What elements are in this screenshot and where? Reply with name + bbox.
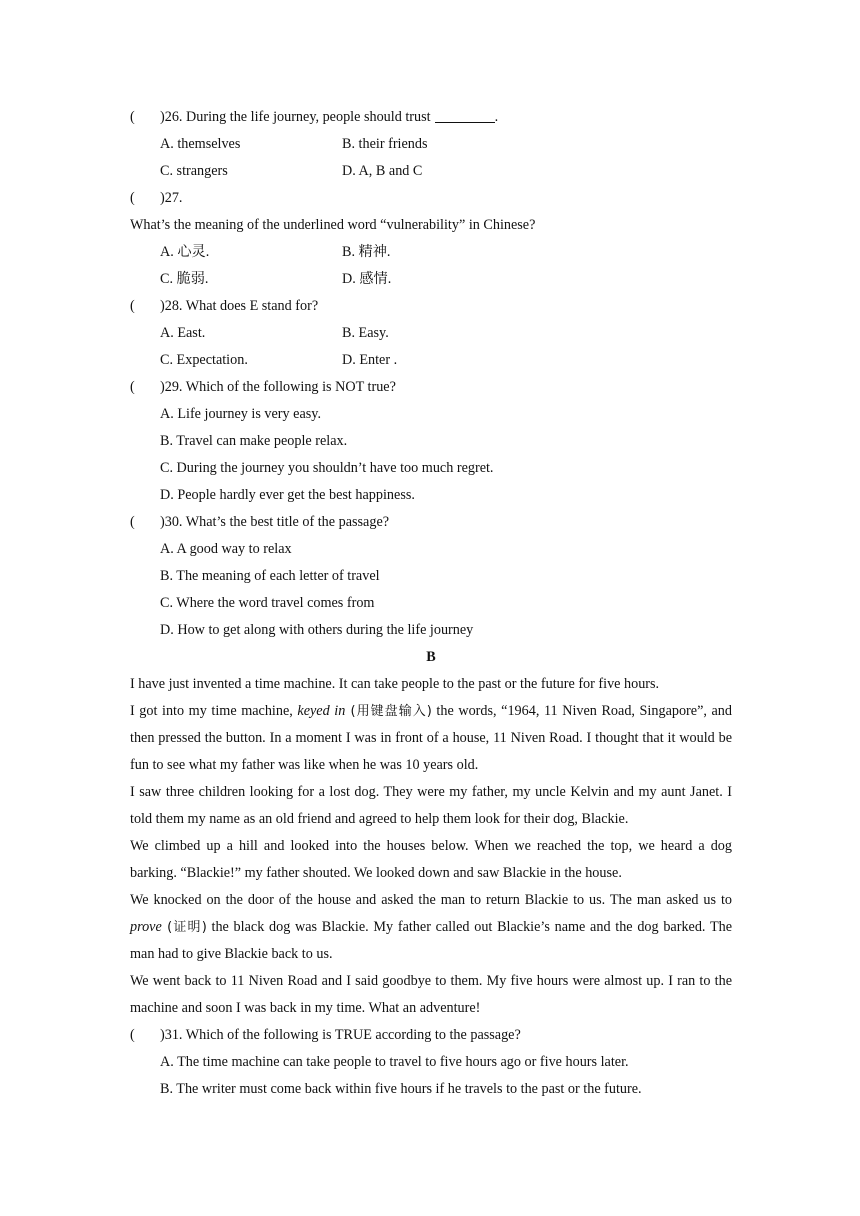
option-c: C. strangers bbox=[160, 163, 228, 179]
answer-paren: ( bbox=[130, 379, 135, 395]
answer-paren: ( bbox=[130, 190, 135, 206]
question-stem: )29. Which of the following is NOT true? bbox=[160, 379, 396, 395]
answer-paren: ( bbox=[130, 109, 135, 125]
option-c: C. During the journey you shouldn’t have too much regret. bbox=[160, 460, 494, 476]
passage-paragraph bbox=[130, 698, 732, 779]
question-31 bbox=[130, 1022, 732, 1049]
paragraph-text: the words, “1964, 11 Niven Road, Singapore”, and then pressed the button. In a moment I was in front of a house, 11 Niven Road. I thought that it would be fun to see what my father was like when he was 10 years old. bbox=[130, 703, 732, 773]
option-d: D. 感情. bbox=[342, 271, 392, 287]
question-30 bbox=[130, 509, 732, 536]
italic-term: keyed in bbox=[297, 703, 346, 719]
answer-paren: ( bbox=[130, 1027, 135, 1043]
passage-paragraph: We climbed up a hill and looked into the houses below. When we reached the top, we heard a dog barking. “Blackie!” my father shouted. We looked down and saw Blackie in the house. bbox=[130, 838, 732, 881]
option-b: B. Travel can make people relax. bbox=[160, 433, 348, 449]
option-c: C. Expectation. bbox=[160, 352, 248, 368]
option-a: A. 心灵. bbox=[160, 244, 210, 260]
option-b: B. Easy. bbox=[342, 325, 389, 341]
question-stem: )27. bbox=[160, 190, 183, 206]
question-28 bbox=[130, 293, 732, 320]
option-b: B. 精神. bbox=[342, 244, 391, 260]
option-a: A. themselves bbox=[160, 136, 241, 152]
paragraph-text: the black dog was Blackie. My father called out Blackie’s name and the dog barked. The man had to give Blackie back to us. bbox=[130, 919, 732, 962]
option-d: D. People hardly ever get the best happiness. bbox=[160, 487, 415, 503]
answer-paren: ( bbox=[130, 514, 135, 530]
option-d: D. How to get along with others during the life journey bbox=[160, 622, 474, 638]
chinese-gloss: (用键盘输入) bbox=[345, 704, 432, 719]
option-row bbox=[130, 131, 732, 158]
option-row bbox=[130, 347, 732, 374]
option-b: B. their friends bbox=[342, 136, 428, 152]
answer-blank bbox=[435, 107, 495, 123]
option-a: A. East. bbox=[160, 325, 206, 341]
option-row bbox=[130, 320, 732, 347]
option-c: C. 脆弱. bbox=[160, 271, 209, 287]
option-c: C. Where the word travel comes from bbox=[160, 595, 375, 611]
section-heading: B bbox=[426, 649, 436, 665]
passage-paragraph: I saw three children looking for a lost dog. They were my father, my uncle Kelvin and my aunt Janet. I told them my name as an old friend and agreed to help them look for their dog, Blackie. bbox=[130, 784, 732, 827]
option-a: A. A good way to relax bbox=[160, 541, 292, 557]
question-27 bbox=[130, 185, 732, 212]
option-a: A. The time machine can take people to travel to five hours ago or five hours later. bbox=[160, 1054, 629, 1070]
question-stem: )28. What does E stand for? bbox=[160, 298, 319, 314]
paragraph-text: I got into my time machine, bbox=[130, 703, 298, 719]
option-a: A. Life journey is very easy. bbox=[160, 406, 322, 422]
option-row bbox=[130, 158, 732, 185]
option-d: D. A, B and C bbox=[342, 163, 423, 179]
question-stem: )26. During the life journey, people should trust bbox=[160, 109, 431, 125]
exam-page bbox=[130, 104, 732, 1103]
option-row bbox=[130, 266, 732, 293]
stem-end: . bbox=[494, 109, 499, 125]
option-d: D. Enter . bbox=[342, 352, 398, 368]
passage-paragraph: I have just invented a time machine. It can take people to the past or the future for five hours. bbox=[130, 676, 660, 692]
paragraph-text: We knocked on the door of the house and asked the man to return Blackie to us. The man asked us to bbox=[130, 892, 732, 908]
question-27-text: What’s the meaning of the underlined word “vulnerability” in Chinese? bbox=[130, 217, 536, 233]
italic-term: prove bbox=[130, 919, 162, 935]
question-29 bbox=[130, 374, 732, 401]
passage-paragraph: We went back to 11 Niven Road and I said goodbye to them. My five hours were almost up. I ran to the machine and soon I was back in my time. What an adventure! bbox=[130, 973, 732, 1016]
option-b: B. The writer must come back within five hours if he travels to the past or the future. bbox=[160, 1081, 642, 1097]
option-row bbox=[130, 239, 732, 266]
question-26 bbox=[130, 104, 732, 131]
passage-paragraph bbox=[130, 887, 732, 968]
chinese-gloss: (证明) bbox=[161, 920, 207, 935]
option-b: B. The meaning of each letter of travel bbox=[160, 568, 380, 584]
question-stem: )30. What’s the best title of the passage? bbox=[160, 514, 390, 530]
question-stem: )31. Which of the following is TRUE according to the passage? bbox=[160, 1027, 521, 1043]
answer-paren: ( bbox=[130, 298, 135, 314]
